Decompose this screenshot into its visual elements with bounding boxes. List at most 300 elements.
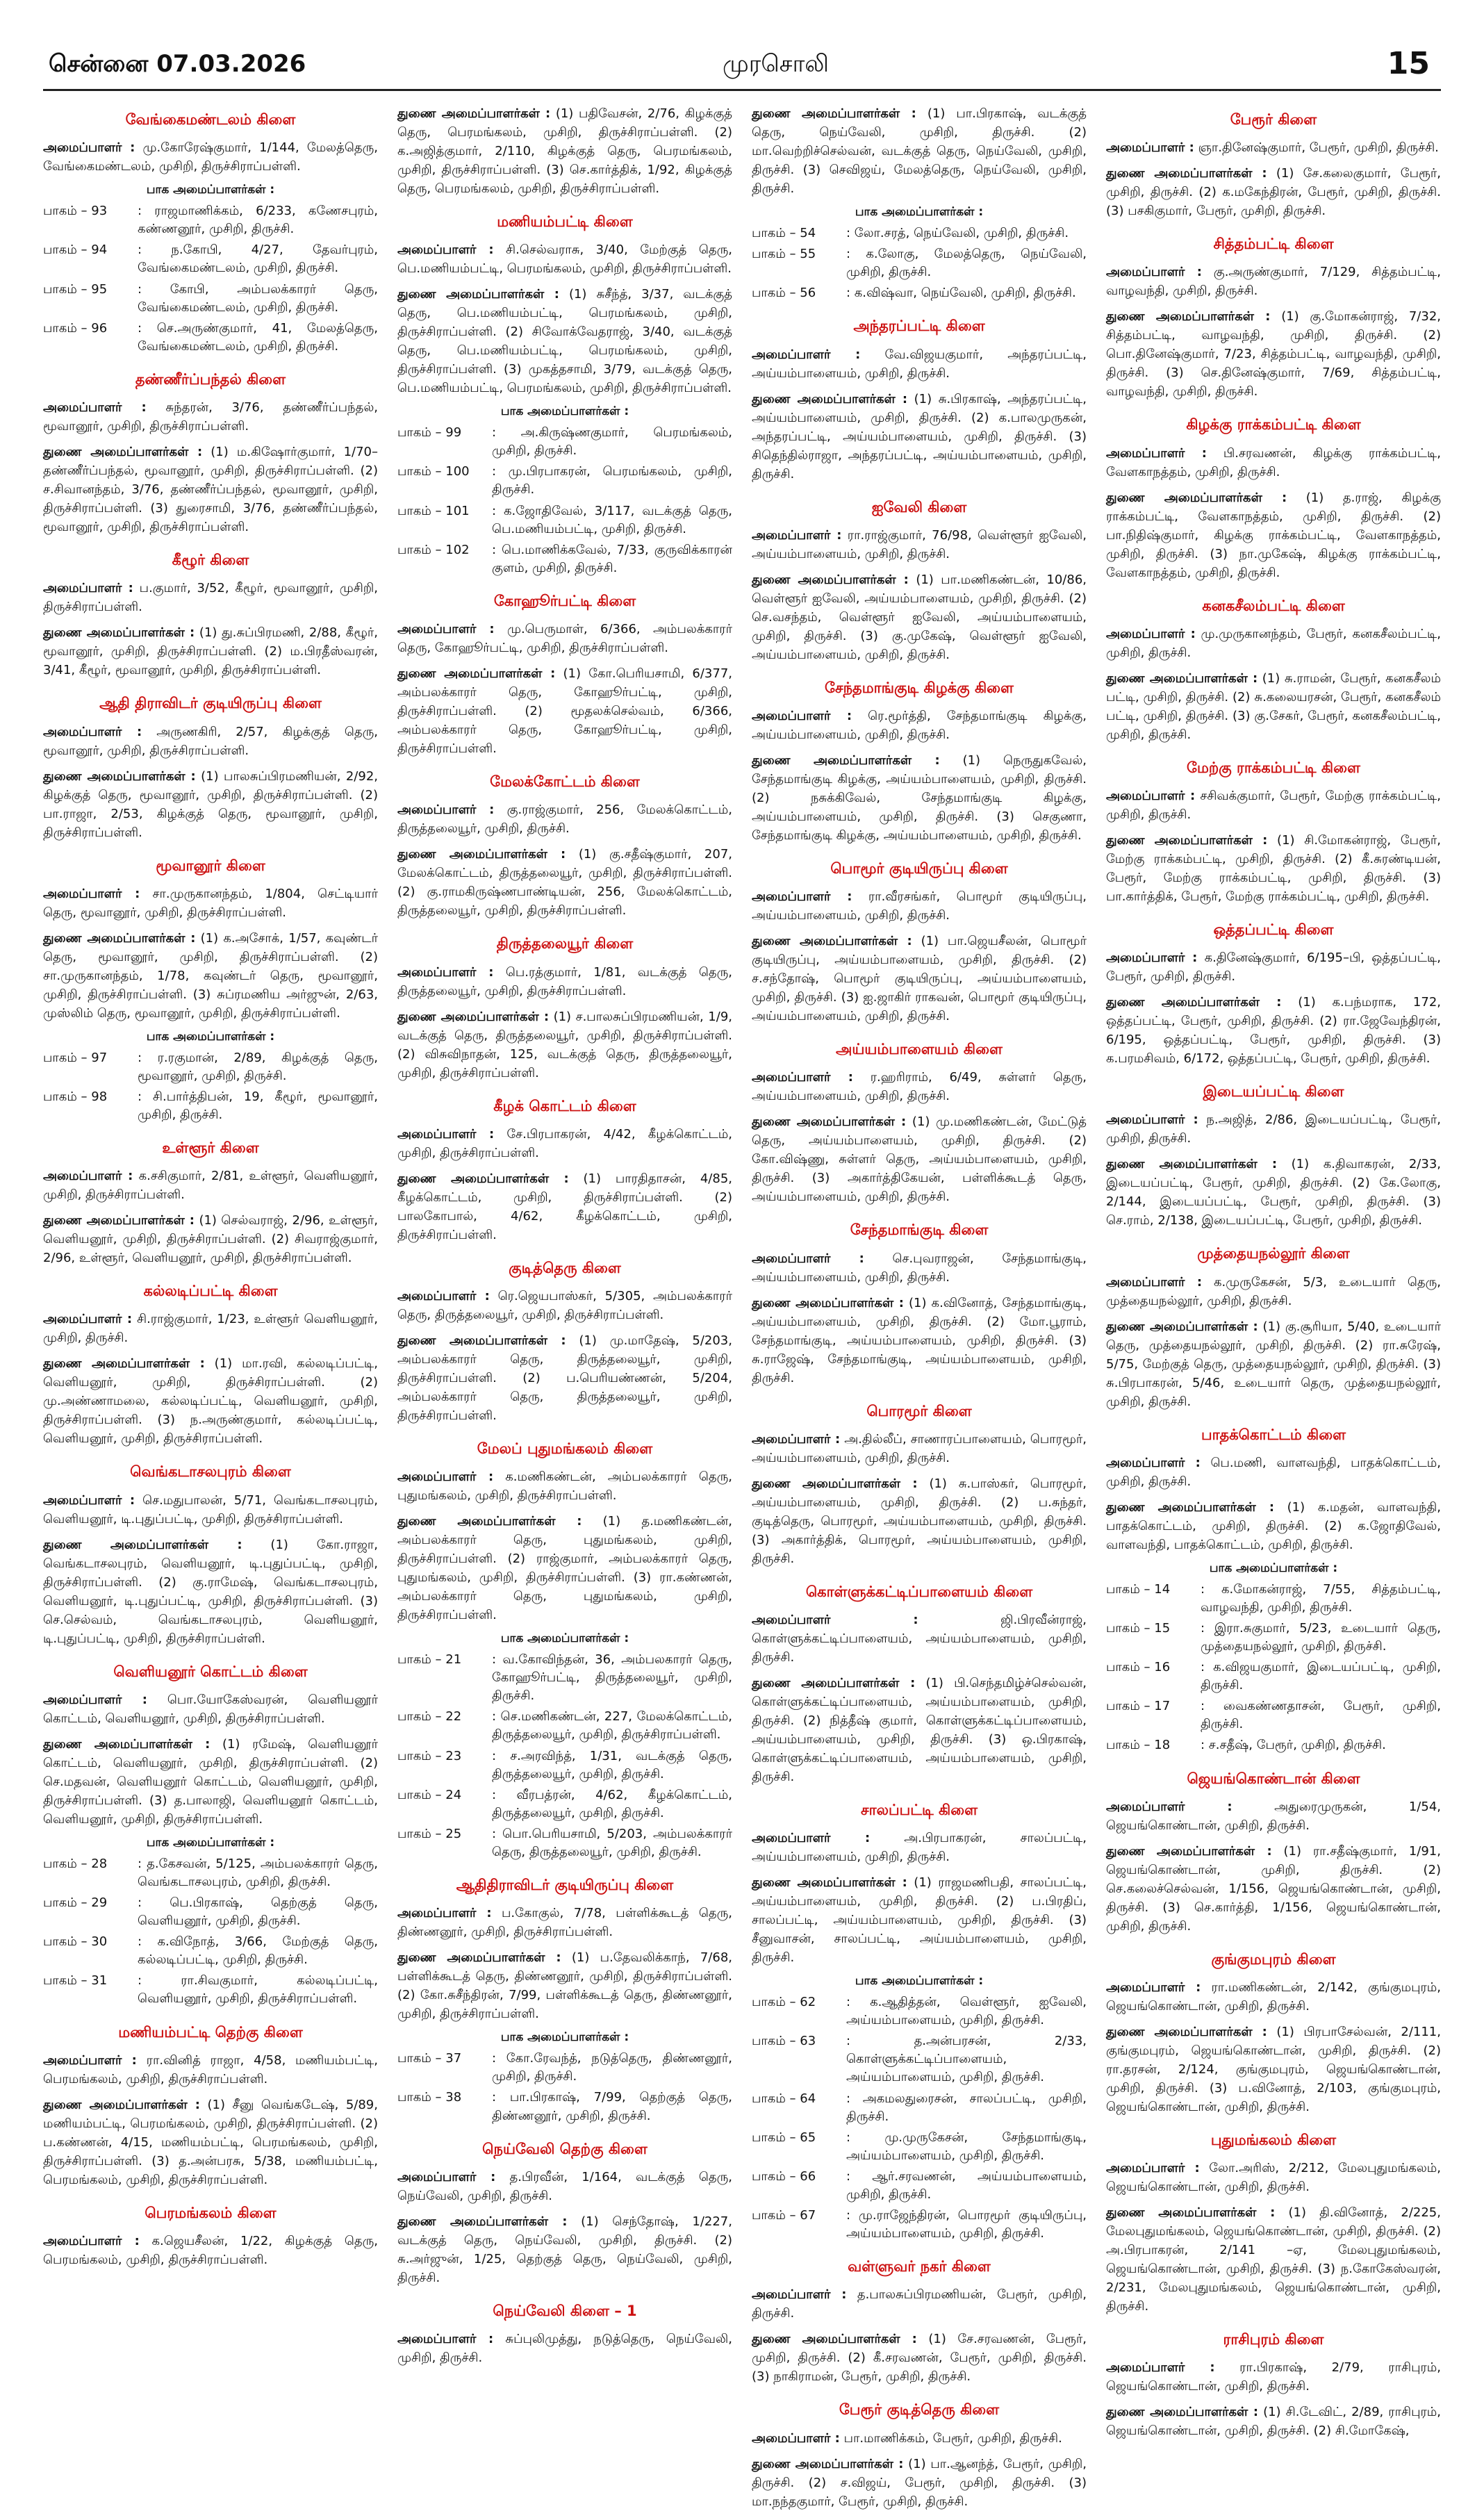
booth-organizer: : க.லோகு, மேலத்தெரு, நெய்வேலி, முசிறி, திருச்சி. xyxy=(846,247,1087,280)
organizer-entry xyxy=(752,1829,1087,1866)
booth-number: பாகம் – 54 xyxy=(752,226,816,240)
organizer-entry xyxy=(43,723,378,760)
branch-title: கனகசீலம்பட்டி கிளை xyxy=(1202,597,1345,614)
booth-organizer: : க.ஆதித்தன், வெள்ளூர், ஐவேலி, அய்யம்பாளையம், முசிறி, திருச்சி. xyxy=(846,1995,1087,2028)
organizer-text: அ.தில்லீப், சாணாரப்பாளையம், பொரமூர், அய்யம்பாளையம், முசிறி, திருச்சி. xyxy=(752,1431,1087,1465)
booth-organizer: : லோ.சரத், நெய்வேலி, முசிறி, திருச்சி. xyxy=(846,226,1069,240)
organizer-text: ஜி.பிரவீன்ராஜ், கொள்ளுக்கட்டிப்பாளையம், அய்யம்பாளையம், முசிறி, திருச்சி. xyxy=(752,1612,1087,1665)
branch-title: முத்தையநல்லூர் கிளை xyxy=(1197,1245,1350,1262)
organizer-text: பொ.யோகேஸ்வரன், வெளியனூர் கொட்டம், வெளியனூர், முசிறி, திருச்சிராப்பள்ளி. xyxy=(43,1692,378,1726)
deputy-text: (1) க.மதன், வாளவந்தி, பாதக்கொட்டம், முசிறி, திருச்சி. (2) க.ஜோதிவேல், வாளவந்தி, பாதக்கொட்டம், முசிறி, திருச்சி. xyxy=(1106,1499,1441,1552)
booth-heading: பாக அமைப்பாளர்கள் : xyxy=(500,1631,629,1646)
deputy-text: (1) கு.சூரியா, 5/40, உடையார் தெரு, முத்தையநல்லூர், முசிறி, திருச்சி. (2) ரா.சுரேஷ், 5/75, மேற்குத் தெரு, முத்தையநல்லூர், முசிறி, திருச்சி. (3) சு.பிரபாகரன், 5/46, உடையார் தெரு, முத்தையநல்லூர், முசிறி, திருச்சி. xyxy=(1106,1319,1441,1409)
organizer-label: அமைப்பாளர் : xyxy=(752,347,861,362)
booth-number: பாகம் – 55 xyxy=(752,247,816,262)
organizer-label: அமைப்பாளர் : xyxy=(43,581,133,596)
organizer-entry xyxy=(752,2285,1087,2323)
booth-row xyxy=(397,1825,732,1861)
organizer-text: வே.விஜயகுமார், அந்தரப்பட்டி, அய்யம்பாளையம், முசிறி, திருச்சி. xyxy=(752,347,1087,381)
deputy-entry xyxy=(752,2455,1087,2511)
organizer-label: அமைப்பாளர் : xyxy=(1106,788,1196,803)
booth-number: பாகம் – 21 xyxy=(397,1652,462,1668)
deputy-entry xyxy=(1106,164,1441,220)
branch-section xyxy=(752,680,1087,845)
booth-organizer: : மு.முருகேசன், சேந்தமாங்குடி, அய்யம்பாளையம், முசிறி, திருச்சி. xyxy=(846,2130,1087,2163)
booth-number: பாகம் – 30 xyxy=(43,1934,108,1950)
branch-title: சித்தம்பட்டி கிளை xyxy=(1213,236,1334,253)
branch-title: பேரூர் குடித்தெரு கிளை xyxy=(839,2401,1000,2419)
branch-title: ஜெயங்கொண்டான் கிளை xyxy=(1187,1770,1360,1787)
deputy-label: துணை அமைப்பாளர்கள் : xyxy=(43,1537,242,1552)
booth-organizer: : அ.கிருஷ்ணகுமார், பெரமங்கலம், முசிறி, திருச்சி. xyxy=(492,425,732,459)
branch-title: நெய்வேலி தெற்கு கிளை xyxy=(482,2140,648,2157)
organizer-entry xyxy=(397,620,732,657)
deputy-label: துணை அமைப்பாளர்கள் : xyxy=(1106,1499,1275,1515)
booth-organizer: : க.மோகன்ராஜ், 7/55, சித்தம்பட்டி, வாழவந்தி, முசிறி, திருச்சி. xyxy=(1201,1581,1441,1615)
organizer-entry xyxy=(1106,1797,1441,1835)
booth-row xyxy=(397,1708,732,1744)
deputy-label: துணை அமைப்பாளர்கள் : xyxy=(1106,1157,1278,1172)
booth-number: பாகம் – 99 xyxy=(397,425,462,441)
deputy-text: (1) பதிவேசன், 2/76, கிழக்குத் தெரு, பெரமங்கலம், முசிறி, திருச்சிராப்பள்ளி. (2) க.அஜித்குமார், 2/110, கிழக்குத் தெரு, பெரமங்கலம், முசிறி, திருச்சிராப்பள்ளி. (3) செ.கார்த்திக், 1/92, கிழக்குத் தெரு, பெரமங்கலம், முசிறி, திருச்சிராப்பள்ளி. xyxy=(397,106,732,196)
booth-organizer: : மு.பிரபாகரன், பெரமங்கலம், முசிறி, திருச்சி. xyxy=(492,464,732,497)
booth-row xyxy=(397,2050,732,2086)
organizer-entry xyxy=(1106,625,1441,662)
organizer-entry xyxy=(752,1249,1087,1287)
organizer-label: அமைப்பாளர் : xyxy=(1106,950,1198,966)
branch-section xyxy=(43,695,378,841)
deputy-entry xyxy=(397,1331,732,1425)
booth-row xyxy=(43,1049,378,1085)
organizer-text: க.சசிகுமார், 2/81, உள்ளூர், வெளியனூர், முசிறி, திருச்சிராப்பள்ளி. xyxy=(43,1169,378,1203)
deputy-entry xyxy=(1106,993,1441,1068)
branch-section xyxy=(1106,1770,1441,1936)
deputy-label: துணை அமைப்பாளர்கள் : xyxy=(43,1736,211,1752)
deputy-label: துணை அமைப்பாளர்கள் : xyxy=(752,1875,907,1891)
deputy-entry xyxy=(43,1354,378,1448)
deputy-label: துணை அமைப்பாளர்கள் : xyxy=(752,106,916,121)
organizer-entry xyxy=(43,1310,378,1347)
organizer-text: அ.பிரபாகரன், சாலப்பட்டி, அய்யம்பாளையம், முசிறி, திருச்சி. xyxy=(752,1831,1087,1865)
deputy-text: (1) மு.மாதேஷ், 5/203, அம்பலக்காரர் தெரு, திருத்தலையூர், முசிறி, திருச்சிராப்பள்ளி. (2) ப.பெரியண்ணன், 5/204, அம்பலக்காரர் தெரு, திருத்தலையூர், முசிறி, திருச்சிராப்பள்ளி. xyxy=(397,1333,732,1423)
booth-row xyxy=(752,2168,1087,2204)
branch-title: குடித்தெரு கிளை xyxy=(509,1259,621,1276)
branch-title: கொள்ளுக்கட்டிப்பாளையம் கிளை xyxy=(805,1583,1033,1600)
deputy-text: (1) கோ.ராஜா, வெங்கடாசலபுரம், வெளியனூர், டி.புதுப்பட்டி, முசிறி, திருச்சிராப்பள்ளி. (2) கு.ராமேஷ், வெங்கடாசலபுரம், வெளியனூர், டி.புதுப்பட்டி, முசிறி, திருச்சிராப்பள்ளி. (3) செ.செல்வம், வெங்கடாசலபுரம், வெளியனூர், டி.புதுப்பட்டி, முசிறி, திருச்சிராப்பள்ளி. xyxy=(43,1537,378,1646)
organizer-label: அமைப்பாளர் : xyxy=(1106,626,1196,641)
deputy-text: (1) பா.மணிகண்டன், 10/86, வெள்ளூர் ஐவேலி, அய்யம்பாளையம், முசிறி, திருச்சி. (2) செ.வசந்தம், வெள்ளூர் ஐவேலி, அய்யம்பாளையம், முசிறி, திருச்சி. (3) கு.முகேஷ், வெள்ளூர் ஐவேலி, அய்யம்பாளையம், முசிறி, திருச்சி. xyxy=(752,572,1087,662)
organizer-text: லோ.அரிஸ், 2/212, மேலபுதுமங்கலம், ஜெயங்கொண்டான், முசிறி, திருச்சி. xyxy=(1106,2161,1441,2195)
branch-title: குங்குமபுரம் கிளை xyxy=(1211,1950,1336,1968)
booth-heading: பாக அமைப்பாளர்கள் : xyxy=(500,404,629,419)
deputy-entry xyxy=(1106,2023,1441,2116)
organizer-entry xyxy=(1106,2358,1441,2396)
organizer-text: பெ.மணி, வாளவந்தி, பாதக்கொட்டம், முசிறி, திருச்சி. xyxy=(1106,1455,1441,1489)
deputy-text: (1) செந்தோஷ், 1/227, வடக்குத் தெரு, நெய்வேலி, முசிறி, திருச்சி. (2) சு.அர்ஜுன், 1/25, தெற்குத் தெரு, நெய்வேலி, முசிறி, திருச்சி. xyxy=(397,2214,732,2285)
organizer-label: அமைப்பாளர் : xyxy=(752,1251,864,1266)
branch-section xyxy=(752,499,1087,664)
booth-organizer: : வ.கோவிந்தன், 36, அம்பலகாரர் தெரு, கோஹூர்பட்டி, திருத்தலையூர், முசிறி, திருச்சி. xyxy=(492,1652,732,1704)
organizer-entry xyxy=(397,1904,732,1941)
branch-section xyxy=(43,1283,378,1448)
deputy-label: துணை அமைப்பாளர்கள் : xyxy=(43,1213,195,1228)
organizer-entry xyxy=(397,1125,732,1162)
deputy-entry xyxy=(1106,1842,1441,1936)
branch-title: வேங்கைமண்டலம் கிளை xyxy=(125,111,296,128)
organizer-entry xyxy=(752,2429,1087,2448)
deputy-entry xyxy=(397,104,732,198)
organizer-label: அமைப்பாளர் : xyxy=(397,1906,492,1921)
booth-organizer: : பெ.பிரகாஷ், தெற்குத் தெரு, வெளியனூர், முசிறி, திருச்சி. xyxy=(138,1895,378,1929)
branch-section xyxy=(752,1403,1087,1568)
branch-section xyxy=(1106,111,1441,220)
deputy-entry xyxy=(43,767,378,842)
booth-organizer: : பொ.பெரியசாமி, 5/203, அம்பலக்காரர் தெரு, திருத்தலையூர், முசிறி, திருச்சி. xyxy=(492,1826,732,1859)
organizer-text: க.முருகேசன், 5/3, உடையார் தெரு, முத்தையநல்லூர், முசிறி, திருச்சி. xyxy=(1106,1274,1441,1308)
booth-row xyxy=(43,241,378,277)
branch-title: கீழூர் கிளை xyxy=(172,552,249,569)
branch-section xyxy=(397,213,732,577)
booth-organizer: : சி.பார்த்திபன், 19, கீழூர், மூவானூர், முசிறி, திருச்சி. xyxy=(138,1089,378,1122)
branch-title: கல்லடிப்பட்டி கிளை xyxy=(143,1283,278,1300)
deputy-label: துணை அமைப்பாளர்கள் : xyxy=(752,1114,907,1130)
booth-number: பாகம் – 28 xyxy=(43,1856,108,1871)
booth-row xyxy=(397,463,732,499)
organizer-text: ரா.வினித் ராஜா, 4/58, மணியம்பட்டி, பெரமங்கலம், முசிறி, திருச்சிராப்பள்ளி. xyxy=(43,2052,378,2086)
deputy-entry xyxy=(43,623,378,680)
deputy-label: துணை அமைப்பாளர்கள் : xyxy=(397,2214,568,2229)
branch-title: பொமூர் குடியிருப்பு கிளை xyxy=(830,859,1008,877)
deputy-label: துணை அமைப்பாளர்கள் : xyxy=(43,2097,200,2112)
deputy-entry xyxy=(397,285,732,397)
branch-section xyxy=(752,1221,1087,1387)
organizer-label: அமைப்பாளர் : xyxy=(1106,1112,1198,1128)
branch-section xyxy=(43,371,378,536)
booth-row xyxy=(1106,1697,1441,1734)
deputy-text: (1) சு.பாஸ்கர், பொரமூர், அய்யம்பாளையம், முசிறி, திருச்சி. (2) ப.சுந்தர், குடித்தெரு, பொரமூர், அய்யம்பாளையம், முசிறி, திருச்சி. (3) அகார்த்திக், பொரமூர், அய்யம்பாளையம், முசிறி, திருச்சி. xyxy=(752,1476,1087,1566)
deputy-text: (1) சி.டேவிட், 2/89, ராசிபுரம், ஜெயங்கொண்டான், முசிறி, திருச்சி. (2) சி.மோகேஷ், xyxy=(1106,2405,1441,2439)
branch-section xyxy=(397,593,732,758)
branch-title: அந்தரப்பட்டி கிளை xyxy=(853,318,985,335)
booth-organizer: : ச.அரவிந்த், 1/31, வடக்குத் தெரு, திருத்தலையூர், முசிறி, திருச்சி. xyxy=(492,1748,732,1781)
booth-organizer: : க.விஜயகுமார், இடையப்பட்டி, முசிறி, திருச்சி. xyxy=(1201,1660,1441,1693)
organizer-label: அமைப்பாளர் : xyxy=(1106,445,1207,461)
deputy-text: (1) ரமேஷ், வெளியனூர் கொட்டம், வெளியனூர், முசிறி, திருச்சிராப்பள்ளி. (2) செ.மதவன், வெளியனூர் கொட்டம், வெளியனூர், முசிறி, திருச்சிராப்பள்ளி. (3) த.பாலாஜி, வெளியனூர் கொட்டம், வெளியனூர், முசிறி, திருச்சிராப்பள்ளி. xyxy=(43,1736,378,1827)
organizer-entry xyxy=(752,345,1087,383)
organizer-text: ரா.மணிகண்டன், 2/142, குங்குமபுரம், ஜெயங்கொண்டான், முசிறி, திருச்சி. xyxy=(1106,1979,1441,2014)
deputy-text: (1) சே.சரவணன், பேரூர், முசிறி, திருச்சி. (2) கீ.சரவணன், பேரூர், முசிறி, திருச்சி. (3) நாகிராமன், பேரூர், முசிறி, திருச்சி. xyxy=(752,2332,1087,2385)
booth-heading: பாக அமைப்பாளர்கள் : xyxy=(855,1974,984,1989)
deputy-label: துணை அமைப்பாளர்கள் : xyxy=(43,625,195,641)
booth-number: பாகம் – 67 xyxy=(752,2208,816,2223)
column-3 xyxy=(752,104,1087,2509)
deputy-text: (1) கு.மோகன்ராஜ், 7/32, சித்தம்பட்டி, வாழவந்தி, முசிறி, திருச்சி. (2) பொ.தினேஷ்குமார், 7/23, சித்தம்பட்டி, வாழவந்தி, முசிறி, திருச்சி. (3) செ.தினேஷ்குமார், 7/69, சித்தம்பட்டி, வாழவந்தி, முசிறி, திருச்சி. xyxy=(1106,309,1441,400)
organizer-entry xyxy=(1106,787,1441,824)
booth-number: பாகம் – 65 xyxy=(752,2130,816,2145)
branch-section xyxy=(1106,921,1441,1068)
branch-section xyxy=(1106,1083,1441,1230)
organizer-text: க.மணிகண்டன், அம்பலக்காரர் தெரு, புதுமங்கலம், முசிறி, திருச்சிராப்பள்ளி. xyxy=(397,1469,732,1504)
booth-number: பாகம் – 66 xyxy=(752,2168,816,2184)
deputy-label: துணை அமைப்பாளர்கள் : xyxy=(397,1009,550,1024)
booth-row xyxy=(752,224,1087,242)
deputy-entry xyxy=(752,1294,1087,1388)
branch-title: மூவானூர் கிளை xyxy=(156,857,265,874)
deputy-label: துணை அமைப்பாளர்கள் : xyxy=(752,2456,904,2471)
organizer-label: அமைப்பாளர் : xyxy=(397,802,495,818)
branch-title: சேந்தமாங்குடி கிளை xyxy=(850,1221,989,1239)
organizer-entry xyxy=(1106,1110,1441,1148)
deputy-entry xyxy=(752,104,1087,198)
booth-heading: பாக அமைப்பாளர்கள் : xyxy=(1209,1561,1338,1575)
organizer-entry xyxy=(43,579,378,616)
deputy-entry xyxy=(1106,1498,1441,1554)
organizer-text: சே.பிரபாகரன், 4/42, கீழக்கொட்டம், முசிறி, திருச்சிராப்பள்ளி. xyxy=(397,1126,733,1160)
booth-number: பாகம் – 31 xyxy=(43,1973,108,1989)
branch-section xyxy=(397,773,732,920)
organizer-entry xyxy=(1106,1978,1441,2016)
branch-title: சாலப்பட்டி கிளை xyxy=(860,1801,978,1818)
deputy-label: துணை அமைப்பாளர்கள் : xyxy=(752,752,940,768)
deputy-label: துணை அமைப்பாளர்கள் : xyxy=(752,1295,904,1310)
organizer-entry xyxy=(43,1491,378,1529)
deputy-label: துணை அமைப்பாளர்கள் : xyxy=(397,287,559,302)
organizer-entry xyxy=(43,138,378,176)
booth-heading: பாக அமைப்பாளர்கள் : xyxy=(146,183,275,197)
branch-title: புதுமங்கலம் கிளை xyxy=(1210,2131,1337,2148)
organizer-label: அமைப்பாளர் : xyxy=(752,708,852,723)
organizer-entry xyxy=(397,1467,732,1505)
booth-number: பாகம் – 63 xyxy=(752,2034,816,2049)
deputy-entry xyxy=(43,1735,378,1829)
organizer-text: ப.கோகுல், 7/78, பள்ளிக்கூடத் தெரு, திண்ணனூர், முசிறி, திருச்சிராப்பள்ளி. xyxy=(397,1906,732,1940)
column-1 xyxy=(43,104,378,2272)
organizer-label: அமைப்பாளர் : xyxy=(397,2332,494,2347)
booth-row xyxy=(1106,1620,1441,1656)
booth-row xyxy=(752,2129,1087,2165)
branch-section xyxy=(752,2401,1087,2510)
organizer-entry xyxy=(752,887,1087,925)
branch-section xyxy=(397,1098,732,1244)
booth-heading: பாக அமைப்பாளர்கள் : xyxy=(500,2030,629,2045)
deputy-label: துணை அமைப்பாளர்கள் : xyxy=(1106,166,1267,181)
branch-title: மேலக்கோட்டம் கிளை xyxy=(490,773,640,791)
branch-title: அய்யம்பாளையம் கிளை xyxy=(836,1041,1003,1058)
organizer-entry xyxy=(43,884,378,922)
organizer-entry xyxy=(397,963,732,1001)
deputy-entry xyxy=(397,1948,732,2023)
booth-organizer: : த.அன்பரசன், 2/33, கொள்ளுக்கட்டிப்பாளையம், அய்யம்பாளையம், முசிறி, திருச்சி. xyxy=(846,2034,1087,2085)
booth-row xyxy=(43,1088,378,1124)
booth-organizer: : ச.சதீஷ், பேரூர், முசிறி, திருச்சி. xyxy=(1201,1738,1386,1753)
organizer-entry xyxy=(752,707,1087,744)
booth-heading: பாக அமைப்பாளர்கள் : xyxy=(855,205,984,219)
booth-number: பாகம் – 16 xyxy=(1106,1660,1171,1675)
deputy-label: துணை அமைப்பாளர்கள் : xyxy=(1106,2024,1267,2039)
organizer-text: செ.புவராஜன், சேந்தமாங்குடி, அய்யம்பாளையம், முசிறி, திருச்சி. xyxy=(752,1251,1087,1285)
organizer-text: மு.கோரேஷ்குமார், 1/144, மேலத்தெரு, வேங்கைமண்டலம், முசிறி, திருச்சிராப்பள்ளி. xyxy=(43,140,378,174)
organizer-text: அதுரைமுருகன், 1/54, ஜெயங்கொண்டான், முசிறி, திருச்சி. xyxy=(1106,1799,1442,1833)
deputy-text: (1) த.ராஜ், கிழக்கு ராக்கம்பட்டி, வேளகாநத்தம், முசிறி, திருச்சி. (2) பா.நிதிஷ்குமார், கிழக்கு ராக்கம்பட்டி, வேளகாநத்தம், முசிறி, திருச்சி. (3) நா.முகேஷ், கிழக்கு ராக்கம்பட்டி, வேளகாநத்தம், முசிறி, திருச்சி. xyxy=(1106,490,1441,580)
organizer-text: மு.முருகானந்தம், பேரூர், கனகசீலம்பட்டி, முசிறி, திருச்சி. xyxy=(1106,626,1441,660)
branch-title: கிழக்கு ராக்கம்பட்டி கிளை xyxy=(1186,416,1361,434)
organizer-entry xyxy=(1106,948,1441,986)
organizer-label: அமைப்பாளர் : xyxy=(397,2169,496,2184)
organizer-entry xyxy=(43,1167,378,1204)
deputy-text: (1) மா.ரவி, கல்லடிப்பட்டி, வெளியனூர், முசிறி, திருச்சிராப்பள்ளி. (2) மு.அண்ணாமலை, கல்லடிப்பட்டி, வெளியனூர், முசிறி, திருச்சிராப்பள்ளி. (3) ந.அருண்குமார், கல்லடிப்பட்டி, வெளியனூர், முசிறி, திருச்சிராப்பள்ளி. xyxy=(43,1356,378,1447)
booth-row xyxy=(397,541,732,577)
organizer-label: அமைப்பாளர் : xyxy=(1106,140,1194,156)
deputy-entry xyxy=(397,2212,732,2287)
organizer-text: சி.ராஜ்குமார், 1/23, உள்ளூர் வெளியனூர், முசிறி, திருச்சி. xyxy=(43,1312,378,1346)
organizer-label: அமைப்பாளர் : xyxy=(752,1431,841,1447)
booth-row xyxy=(1106,1658,1441,1695)
deputy-entry xyxy=(1106,1155,1441,1230)
booth-row xyxy=(43,202,378,238)
branch-section xyxy=(752,860,1087,1026)
organizer-text: பா.மாணிக்கம், பேரூர், முசிறி, திருச்சி. xyxy=(843,2430,1062,2446)
deputy-text: (1) ப.தேவலிக்காந், 7/68, பள்ளிக்கூடத் தெரு, திண்ணனூர், முசிறி, திருச்சிராப்பள்ளி. (2) கோ.சுசீந்திரன், 7/99, பள்ளிக்கூடத் தெரு, திண்ணனூர், முசிறி, திருச்சிராப்பள்ளி. xyxy=(397,1950,732,2022)
booth-number: பாகம் – 29 xyxy=(43,1895,108,1910)
deputy-entry xyxy=(43,443,378,536)
deputy-entry xyxy=(752,932,1087,1026)
deputy-label: துணை அமைப்பாளர்கள் : xyxy=(397,1171,569,1186)
deputy-text: (1) பாரதிதாசன், 4/85, கீழக்கொட்டம், முசிறி, திருச்சிராப்பள்ளி. (2) பாலகோபால், 4/62, கீழக்கொட்டம், முசிறி, திருச்சிராப்பள்ளி. xyxy=(397,1171,732,1242)
organizer-entry xyxy=(397,1287,732,1324)
branch-section xyxy=(43,111,378,356)
deputy-entry xyxy=(752,1112,1087,1206)
branch-title: வள்ளுவர் நகர் கிளை xyxy=(848,2258,991,2275)
deputy-entry xyxy=(1106,1317,1441,1411)
branch-section xyxy=(752,1802,1087,2243)
branch-section xyxy=(1106,1245,1441,1410)
masthead xyxy=(0,0,1484,97)
organizer-text: செ.மதுபாலன், 5/71, வெங்கடாசலபுரம், வெளியனூர், டி.புதுப்பட்டி, முசிறி, திருச்சிராப்பள்ளி. xyxy=(43,1492,378,1526)
branch-title: வெங்கடாசலபுரம் கிளை xyxy=(130,1463,291,1481)
organizer-text: சுப்புலிமுத்து, நடுத்தெரு, நெய்வேலி, முசிறி, திருச்சி. xyxy=(397,2332,732,2366)
organizer-text: சா.முருகானந்தம், 1/804, செட்டியார் தெரு, மூவானூர், முசிறி, திருச்சிராப்பள்ளி. xyxy=(43,886,378,920)
organizer-label: அமைப்பாளர் : xyxy=(752,1070,853,1085)
edition-date: சென்னை 07.03.2026 xyxy=(49,50,306,78)
branch-title: ஆதி திராவிடர் குடியிருப்பு கிளை xyxy=(99,695,322,712)
organizer-text: சி.செல்வராசு, 3/40, மேற்குத் தெரு, பெ.மணியம்பட்டி, பெரமங்கலம், முசிறி, திருச்சிராப்பள்ளி. xyxy=(397,242,732,277)
booth-organizer: : ராஜமாணிக்கம், 6/233, கணேசபுரம், கண்ணனூர், முசிறி, திருச்சி. xyxy=(138,204,378,237)
booth-organizer: : செ.அருண்குமார், 41, மேலத்தெரு, வேங்கைமண்டலம், முசிறி, திருச்சி. xyxy=(138,320,378,354)
deputy-entry xyxy=(752,1674,1087,1786)
deputy-entry xyxy=(397,1169,732,1244)
deputy-entry xyxy=(1106,2403,1441,2440)
booth-number: பாகம் – 14 xyxy=(1106,1581,1171,1597)
deputy-entry xyxy=(43,2096,378,2189)
organizer-entry xyxy=(43,1690,378,1728)
branch-section xyxy=(1106,2331,1441,2440)
booth-row xyxy=(43,1933,378,1969)
organizer-text: த.பாலசுப்பிரமணியன், பேரூர், முசிறி, திருச்சி. xyxy=(752,2287,1087,2321)
branch-section xyxy=(397,2141,732,2287)
deputy-label: துணை அமைப்பாளர்கள் : xyxy=(397,666,556,682)
booth-organizer: : வைகண்ணதாசன், பேரூர், முசிறி, திருச்சி. xyxy=(1201,1699,1441,1732)
branch-title: பொரமூர் கிளை xyxy=(866,1402,972,1419)
booth-row xyxy=(397,1651,732,1705)
booth-number: பாகம் – 93 xyxy=(43,204,108,219)
booth-organizer: : ரா.சிவகுமார், கல்லடிப்பட்டி, வெளியனூர், முசிறி, திருச்சிராப்பள்ளி. xyxy=(138,1973,378,2007)
booth-number: பாகம் – 64 xyxy=(752,2091,816,2106)
deputy-text: (1) து.சுப்பிரமணி, 2/88, கீழூர், மூவானூர், முசிறி, திருச்சிராப்பள்ளி. (2) ம.பிரதீஸ்வரன், 3/41, கீழூர், மூவானூர், முசிறி, திருச்சிராப்பள்ளி. xyxy=(43,625,378,678)
booth-number: பாகம் – 97 xyxy=(43,1050,108,1065)
booth-organizer: : பெ.மாணிக்கவேல், 7/33, குருவிக்காரன் குளம், முசிறி, திருச்சி. xyxy=(492,542,732,575)
branch-section xyxy=(397,1877,732,2125)
article-columns xyxy=(43,104,1442,2509)
deputy-text: (1) ராஜமணிபதி, சாலப்பட்டி, அய்யம்பாளையம், முசிறி, திருச்சி. (2) ப.பிரதிப், சாலப்பட்டி, அய்யம்பாளையம், முசிறி, திருச்சி. (3) சீனுவாசன், சாலப்பட்டி, அய்யம்பாளையம், முசிறி, திருச்சி. xyxy=(752,1875,1087,1966)
deputy-text: (1) சே.கலைகுமார், பேரூர், முசிறி, திருச்சி. (2) க.மகேந்திரன், பேரூர், முசிறி, திருச்சி. (3) பசகிகுமார், பேரூர், முசிறி, திருச்சி. xyxy=(1106,166,1441,219)
organizer-label: அமைப்பாளர் : xyxy=(397,964,494,980)
organizer-entry xyxy=(1106,1454,1441,1491)
deputy-label: துணை அமைப்பாளர்கள் : xyxy=(752,1476,918,1491)
deputy-label: துணை அமைப்பாளர்கள் : xyxy=(397,1950,561,1966)
booth-row xyxy=(752,2090,1087,2126)
booth-organizer: : மு.ராஜேந்திரன், பொரமூர் குடியிருப்பு, அய்யம்பாளையம், முசிறி, திருச்சி. xyxy=(846,2208,1087,2241)
booth-organizer: : கோபி, அம்பலக்காரர் தெரு, வேங்கைமண்டலம், முசிறி, திருச்சி. xyxy=(138,281,378,315)
organizer-label: அமைப்பாளர் : xyxy=(43,724,142,739)
branch-section xyxy=(43,1463,378,1647)
booth-number: பாகம் – 25 xyxy=(397,1826,462,1841)
branch-section xyxy=(752,1041,1087,1206)
branch-section xyxy=(43,2024,378,2189)
deputy-label: துணை அமைப்பாளர்கள் : xyxy=(1106,670,1258,686)
deputy-text: (1) கோ.பெரியசாமி, 6/377, அம்பலக்காரர் தெரு, கோஹூர்பட்டி, முசிறி, திருச்சிராப்பள்ளி. (2) மூதலக்செல்வம், 6/366, அம்பலக்காரர் தெரு, கோஹூர்பட்டி, முசிறி, திருச்சிராப்பள்ளி. xyxy=(397,666,732,757)
deputy-entry xyxy=(1106,307,1441,401)
branch-title: இடையப்பட்டி கிளை xyxy=(1203,1083,1344,1101)
deputy-text: (1) நெருதுகவேல், சேந்தமாங்குடி கிழக்கு, அய்யம்பாளையம், முசிறி, திருச்சி. (2) நசுக்கிவேல், சேந்தமாங்குடி கிழக்கு, அய்யம்பாளையம், முசிறி, திருச்சி. (3) செகுணா, சேந்தமாங்குடி கிழக்கு, அய்யம்பாளையம், முசிறி, திருச்சி. xyxy=(752,752,1087,843)
deputy-entry xyxy=(1106,488,1441,582)
deputy-label: துணை அமைப்பாளர்கள் : xyxy=(752,2332,917,2347)
booth-number: பாகம் – 15 xyxy=(1106,1620,1171,1636)
deputy-label: துணை அமைப்பாளர்கள் : xyxy=(397,1514,582,1529)
deputy-text: (1) சீனு வெங்கடேஷ், 5/89, மணியம்பட்டி, பெரமங்கலம், முசிறி, திருச்சிராப்பள்ளி. (2) ப.கண்ணன், 4/15, மணியம்பட்டி, பெரமங்கலம், முசிறி, திருச்சிராப்பள்ளி. (3) த.அன்பரசு, 5/38, மணியம்பட்டி, பெரமங்கலம், முசிறி, திருச்சிராப்பள்ளி. xyxy=(43,2097,378,2187)
organizer-label: அமைப்பாளர் : xyxy=(1106,2360,1215,2376)
deputy-label: துணை அமைப்பாளர்கள் : xyxy=(752,1675,916,1690)
organizer-text: ரா.பிரகாஷ், 2/79, ராசிபுரம், ஜெயங்கொண்டான், முசிறி, திருச்சி. xyxy=(1106,2360,1441,2394)
deputy-label: துணை அமைப்பாளர்கள் : xyxy=(43,1356,205,1372)
booth-number: பாகம் – 18 xyxy=(1106,1738,1171,1753)
organizer-text: ரெ.ஜெயபாஸ்கர், 5/305, அம்பலக்காரர் தெரு, திருத்தலையூர், முசிறி, திருச்சிராப்பள்ளி. xyxy=(397,1288,732,1322)
deputy-text: (1) செல்வராஜ், 2/96, உள்ளூர், வெளியனூர், முசிறி, திருச்சிராப்பள்ளி. (2) சிவராஜ்குமார், 2/96, உள்ளூர், வெளியனூர், முசிறி, திருச்சிராப்பள்ளி. xyxy=(43,1213,378,1266)
organizer-entry xyxy=(397,2168,732,2205)
branch-title: மேற்கு ராக்கம்பட்டி கிளை xyxy=(1187,759,1360,776)
deputy-text: (1) பி.செந்தமிழ்ச்செல்வன், கொள்ளுக்கட்டிப்பாளையம், அய்யம்பாளையம், முசிறி, திருச்சி. (2) நித்தீஷ் குமார், கொள்ளுக்கட்டிப்பாளையம், அய்யம்பாளையம், முசிறி, திருச்சி. (3) ஒ.பிரகாஷ், கொள்ளுக்கட்டிப்பாளையம், அய்யம்பாளையம், முசிறி, திருச்சி. xyxy=(752,1675,1087,1784)
branch-section xyxy=(43,857,378,1125)
booth-organizer: : இரா.சுகுமார், 5/23, உடையார் தெரு, முத்தையநல்லூர், முசிறி, திருச்சி. xyxy=(1201,1620,1441,1654)
booth-heading: பாக அமைப்பாளர்கள் : xyxy=(146,1029,275,1044)
booth-number: பாகம் – 94 xyxy=(43,242,108,258)
booth-row xyxy=(397,424,732,460)
deputy-entry xyxy=(43,1536,378,1648)
branch-section xyxy=(1106,598,1441,744)
column-4 xyxy=(1106,104,1442,2439)
booth-number: பாகம் – 22 xyxy=(397,1709,462,1724)
organizer-label: அமைப்பாளர் : xyxy=(43,140,135,156)
deputy-entry xyxy=(397,664,732,758)
organizer-text: த.பிரவீன், 1/164, வடக்குத் தெரு, நெய்வேலி, முசிறி, திருச்சி. xyxy=(397,2169,732,2203)
branch-section xyxy=(1106,416,1441,582)
deputy-entry xyxy=(1106,831,1441,906)
branch-title: திருத்தலையூர் கிளை xyxy=(496,935,634,953)
organizer-text: ஞா.தினேஷ்குமார், பேரூர், முசிறி, திருச்சி. xyxy=(1198,140,1439,156)
branch-section xyxy=(397,104,732,198)
organizer-entry xyxy=(1106,263,1441,300)
booth-row xyxy=(397,1747,732,1784)
organizer-label: அமைப்பாளர் : xyxy=(752,2430,840,2446)
